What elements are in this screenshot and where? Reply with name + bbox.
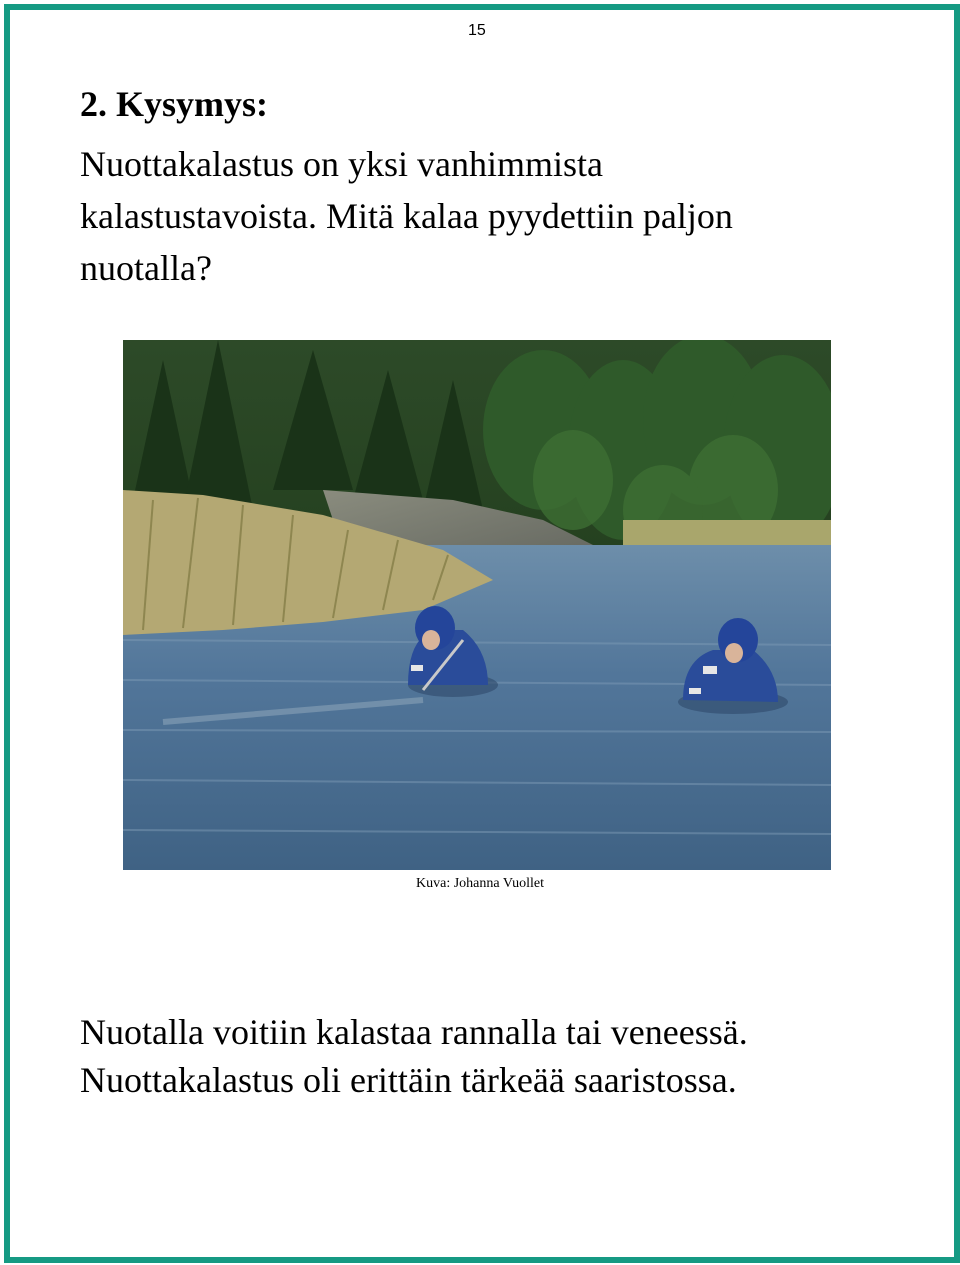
question-heading: 2. Kysymys:: [80, 84, 268, 124]
page-number: 15: [468, 22, 486, 39]
answer-text: [80, 1008, 930, 1104]
question-line-2: kalastustavoista. Mitä kalaa pyydettiin paljon: [80, 196, 733, 236]
answer-line-2: Nuottakalastus oli erittäin tärkeää saaristossa.: [80, 1060, 737, 1100]
answer-line-1: Nuotalla voitiin kalastaa rannalla tai veneessä.: [80, 1012, 748, 1052]
question-line-1: Nuottakalastus on yksi vanhimmista: [80, 144, 603, 184]
photo-caption: Kuva: Johanna Vuollet: [416, 876, 544, 891]
seine-fishing-photo: [123, 340, 831, 870]
question-line-3: nuotalla?: [80, 248, 212, 288]
question-text: [80, 138, 880, 294]
